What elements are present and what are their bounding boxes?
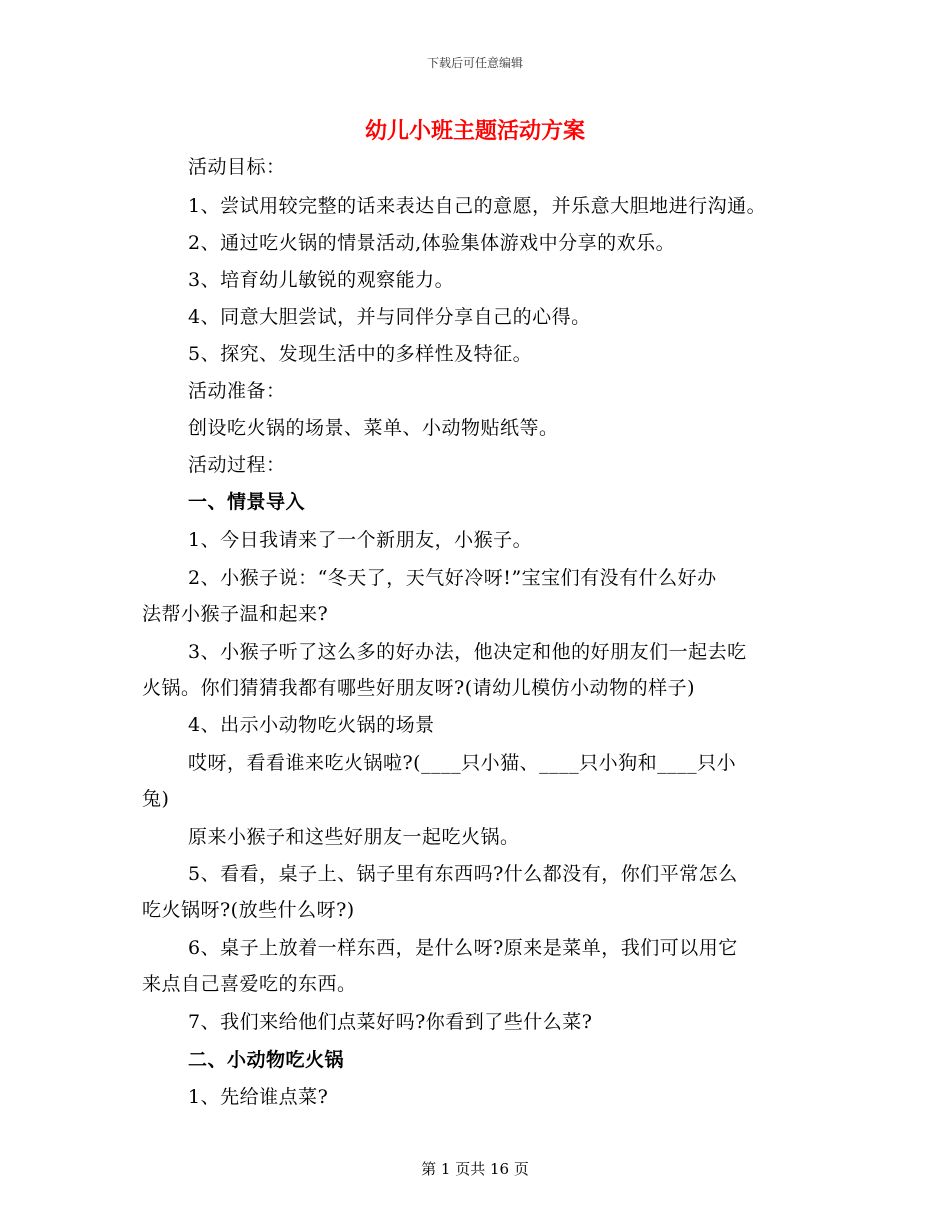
goal-item-5: 5、探究、发现生活中的多样性及特征。 [188,343,533,365]
section-heading-preparation: 活动准备： [188,380,286,402]
subsection-heading-2: 二、小动物吃火锅 [188,1049,345,1071]
goal-item-1: 1、尝试用较完整的话来表达自己的意愿，并乐意大胆地进行沟通。 [188,195,767,217]
header-note: 下载后可任意编辑 [426,56,523,70]
process-step-3-line-1: 3、小猴子听了这么多的好办法，他决定和他的好朋友们一起去吃 [188,641,747,663]
section-heading-goals: 活动目标： [188,156,286,178]
process-step-4-detail-line-1: 哎呀，看看谁来吃火锅啦?(____只小猫、____只小狗和____只小 [188,752,737,774]
process-step-4-conclusion: 原来小猴子和这些好朋友一起吃火锅。 [188,826,520,848]
process-step-6-line-2: 来点自己喜爱吃的东西。 [142,973,357,995]
subsection-heading-1: 一、情景导入 [188,491,306,513]
preparation-text: 创设吃火锅的场景、菜单、小动物贴纸等。 [188,417,559,439]
section-heading-process: 活动过程： [188,454,286,476]
process-step-5-line-2: 吃火锅呀?(放些什么呀?) [142,899,355,921]
goal-item-2: 2、通过吃火锅的情景活动,体验集体游戏中分享的欢乐。 [188,232,676,254]
process-step-1: 1、今日我请来了一个新朋友，小猴子。 [188,529,533,551]
goal-item-4: 4、同意大胆尝试，并与同伴分享自己的心得。 [188,306,591,328]
process-step-3-line-2: 火锅。你们猜猜我都有哪些好朋友呀?(请幼儿模仿小动物的样子) [142,677,696,699]
process-step-4: 4、出示小动物吃火锅的场景 [188,714,435,736]
process-step-6-line-1: 6、桌子上放着一样东西，是什么呀?原来是菜单，我们可以用它 [188,937,738,959]
page-footer: 第 1 页共 16 页 [421,1160,529,1178]
document-title: 幼儿小班主题活动方案 [364,118,585,144]
process-step-2-line-1: 2、小猴子说：“冬天了，天气好冷呀!”宝宝们有没有什么好办 [188,567,717,589]
process-step-4-detail-line-2: 兔) [142,788,170,810]
process-step-5-line-1: 5、看看，桌子上、锅子里有东西吗?什么都没有，你们平常怎么 [188,863,738,885]
process-step-2-line-2: 法帮小猴子温和起来? [142,603,329,625]
process-step-7: 7、我们来给他们点菜好吗?你看到了些什么菜? [188,1011,593,1033]
goal-item-3: 3、培育幼儿敏锐的观察能力。 [188,269,455,291]
subsection-2-step-1: 1、先给谁点菜? [188,1086,329,1108]
